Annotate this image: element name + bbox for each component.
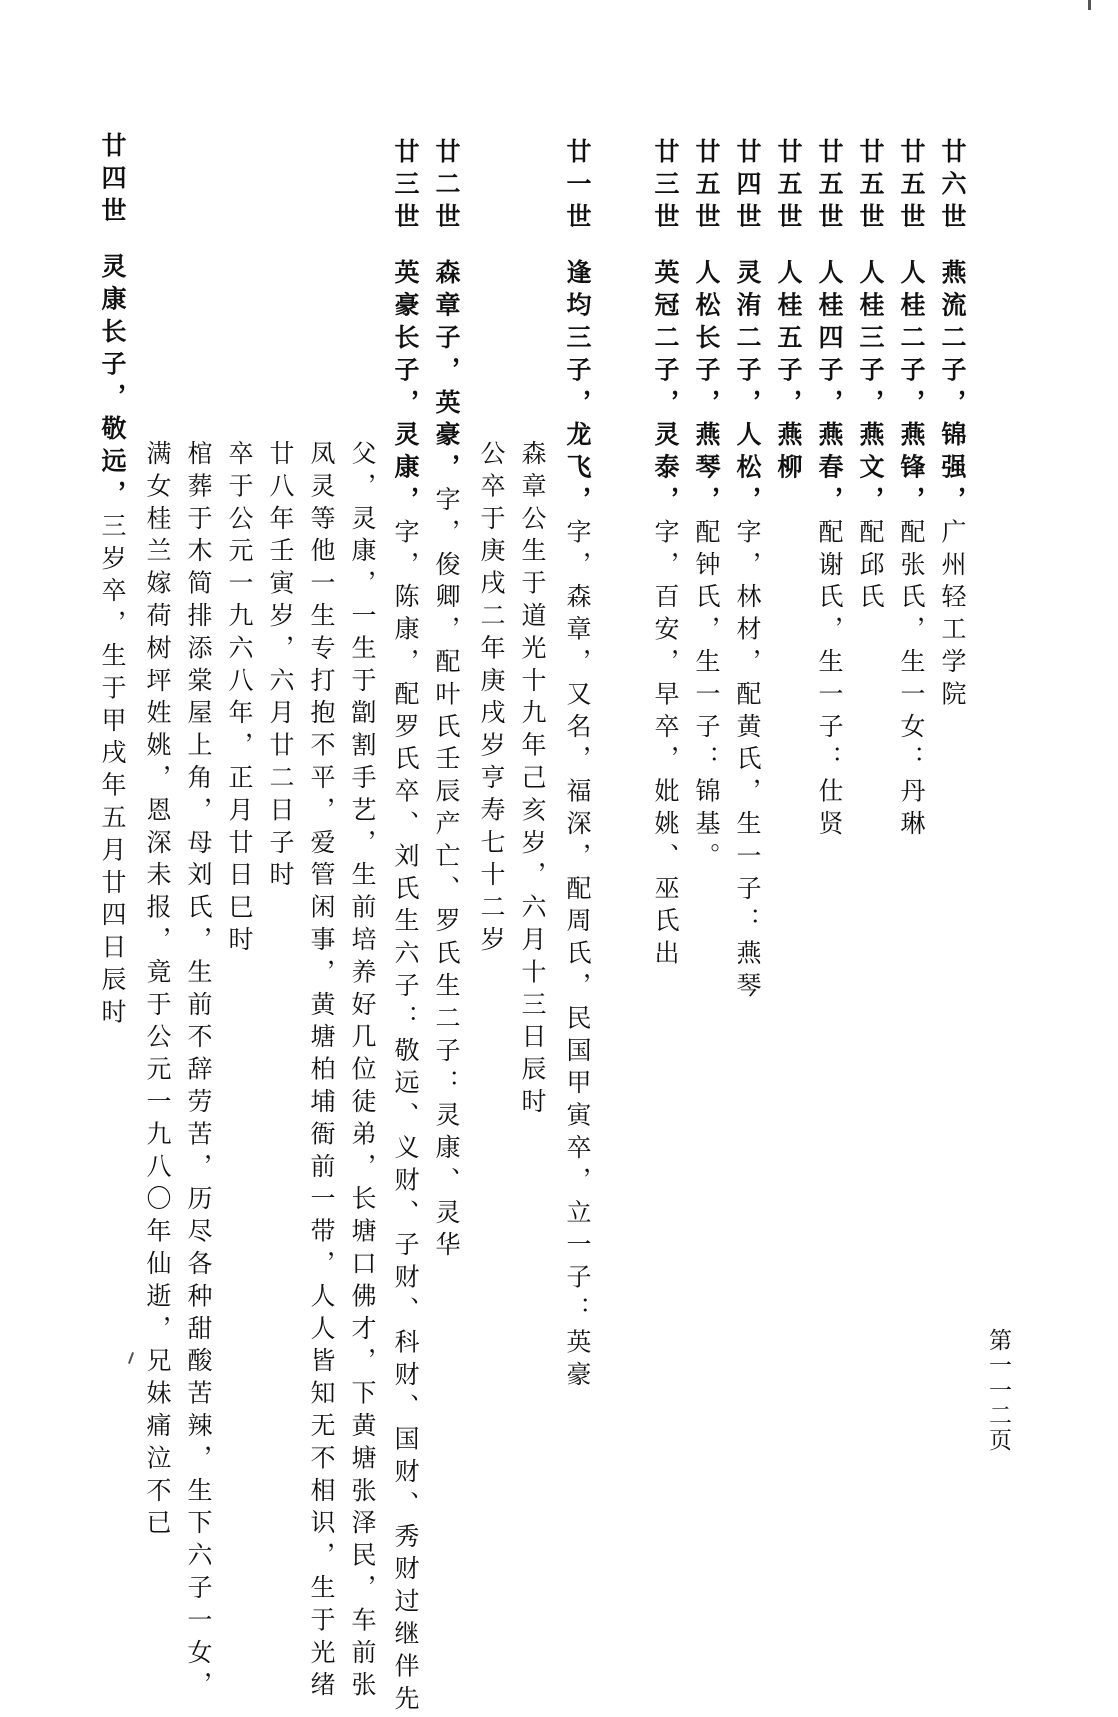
genealogy-entry — [100, 132, 125, 1031]
entry-text: 廿八年壬寅岁，六月廿二日子时 — [266, 440, 295, 894]
entry-text: 广州轻工学院 — [938, 518, 967, 713]
person-name: 人桂四子，燕春， — [815, 259, 844, 519]
generation-label: 廿五世 — [774, 138, 803, 236]
continuation-line — [309, 440, 334, 1704]
genealogy-entry — [940, 138, 965, 713]
continuation-line — [520, 440, 545, 1120]
genealogy-entry — [817, 138, 842, 842]
person-name: 森章子，英豪， — [432, 259, 461, 487]
generation-label: 廿二世 — [432, 138, 461, 236]
genealogy-entry — [776, 138, 801, 486]
entry-text: 父，灵康，一生于劏割手艺，生前培养好几位徒弟，长塘口佛才，下黄塘张泽民，车前张 — [348, 440, 377, 1704]
continuation-line — [227, 440, 252, 958]
entry-text: 配张氏，生一女：丹琳 — [897, 518, 926, 843]
genealogy-entry — [858, 138, 883, 616]
entry-text: 三岁卒，生于甲戌年五月廿四日辰时 — [98, 512, 127, 1031]
entry-text: 卒于公元一九六八年，正月廿日巳时 — [225, 440, 254, 959]
generation-label: 廿六世 — [938, 138, 967, 236]
person-name: 人桂二子，燕锋， — [897, 259, 926, 519]
person-name: 人桂三子，燕文， — [856, 259, 885, 519]
entry-text: 字，森章，又名，福深，配周氏，民国甲寅卒，立一子：英豪 — [563, 518, 592, 1394]
person-name: 燕流二子，锦强， — [938, 259, 967, 519]
person-name: 英豪长子，灵康， — [391, 259, 420, 519]
continuation-line — [350, 440, 375, 1704]
entry-text: 配谢氏，生一子：仕贤 — [815, 518, 844, 843]
person-name: 英冠二子，灵泰， — [651, 259, 680, 519]
continuation-line — [186, 440, 211, 1704]
continuation-line — [268, 440, 293, 894]
entry-text: 公卒于庚戌二年庚戌岁亨寿七十二岁 — [477, 440, 506, 959]
person-name: 人松长子，燕琴， — [692, 259, 721, 519]
entry-text: 凤灵等他一生专打抱不平，爱管闲事，黄塘柏埔衙前一带，人人皆知无不相识，生于光绪 — [307, 440, 336, 1704]
entry-text: 配邱氏 — [856, 518, 885, 616]
entry-text: 字，百安，早卒，妣姚、巫氏出 — [651, 518, 680, 973]
generation-label: 廿五世 — [897, 138, 926, 236]
entry-text: 配钟氏，生一子：锦基。 — [692, 518, 721, 875]
generation-label: 廿三世 — [391, 138, 420, 236]
generation-label: 廿五世 — [815, 138, 844, 236]
entry-text: 满女桂兰嫁荷树坪姓姚，恩深未报，竟于公元一九八〇年仙逝，兄妹痛泣不已 — [143, 440, 172, 1542]
continuation-line — [145, 440, 170, 1542]
entry-text: 字，林材，配黄氏，生一子：燕琴 — [733, 518, 762, 1005]
genealogy-entry — [694, 138, 719, 875]
person-name: 人桂五子，燕柳 — [774, 259, 803, 487]
scan-mark — [128, 1352, 134, 1364]
generation-label: 廿五世 — [856, 138, 885, 236]
person-name: 灵康长子，敬远， — [98, 253, 127, 513]
person-name: 灵洧二子，人松， — [733, 259, 762, 519]
generation-label: 廿一世 — [563, 138, 592, 236]
entry-text: 森章公生于道光十九年己亥岁，六月十三日辰时 — [518, 440, 547, 1121]
genealogy-entry — [899, 138, 924, 842]
continuation-line — [479, 440, 504, 958]
generation-label: 廿四世 — [98, 132, 127, 230]
generation-label: 廿五世 — [692, 138, 721, 236]
generation-label: 廿三世 — [651, 138, 680, 236]
genealogy-entry — [565, 138, 590, 1393]
page-number: 第一一二页 — [985, 1328, 1011, 1453]
scan-mark — [1088, 0, 1091, 10]
genealogy-entry — [735, 138, 760, 1004]
entry-text: 棺葬于木简排添棠屋上角，母刘氏，生前不辞劳苦，历尽各种甜酸苦辣，生下六子一女， — [184, 440, 213, 1704]
genealogy-entry — [653, 138, 678, 972]
genealogy-entry — [393, 138, 418, 1717]
person-name: 逢均三子，龙飞， — [563, 259, 592, 519]
generation-label: 廿四世 — [733, 138, 762, 236]
entry-text: 字，俊卿，配叶氏壬辰产亡、罗氏生二子：灵康、灵华 — [432, 486, 461, 1264]
genealogy-entry — [434, 138, 459, 1264]
entry-text: 字，陈康，配罗氏卒、刘氏生六子：敬远、义财、子财、科财、国财、秀财过继伴先 — [391, 518, 420, 1717]
